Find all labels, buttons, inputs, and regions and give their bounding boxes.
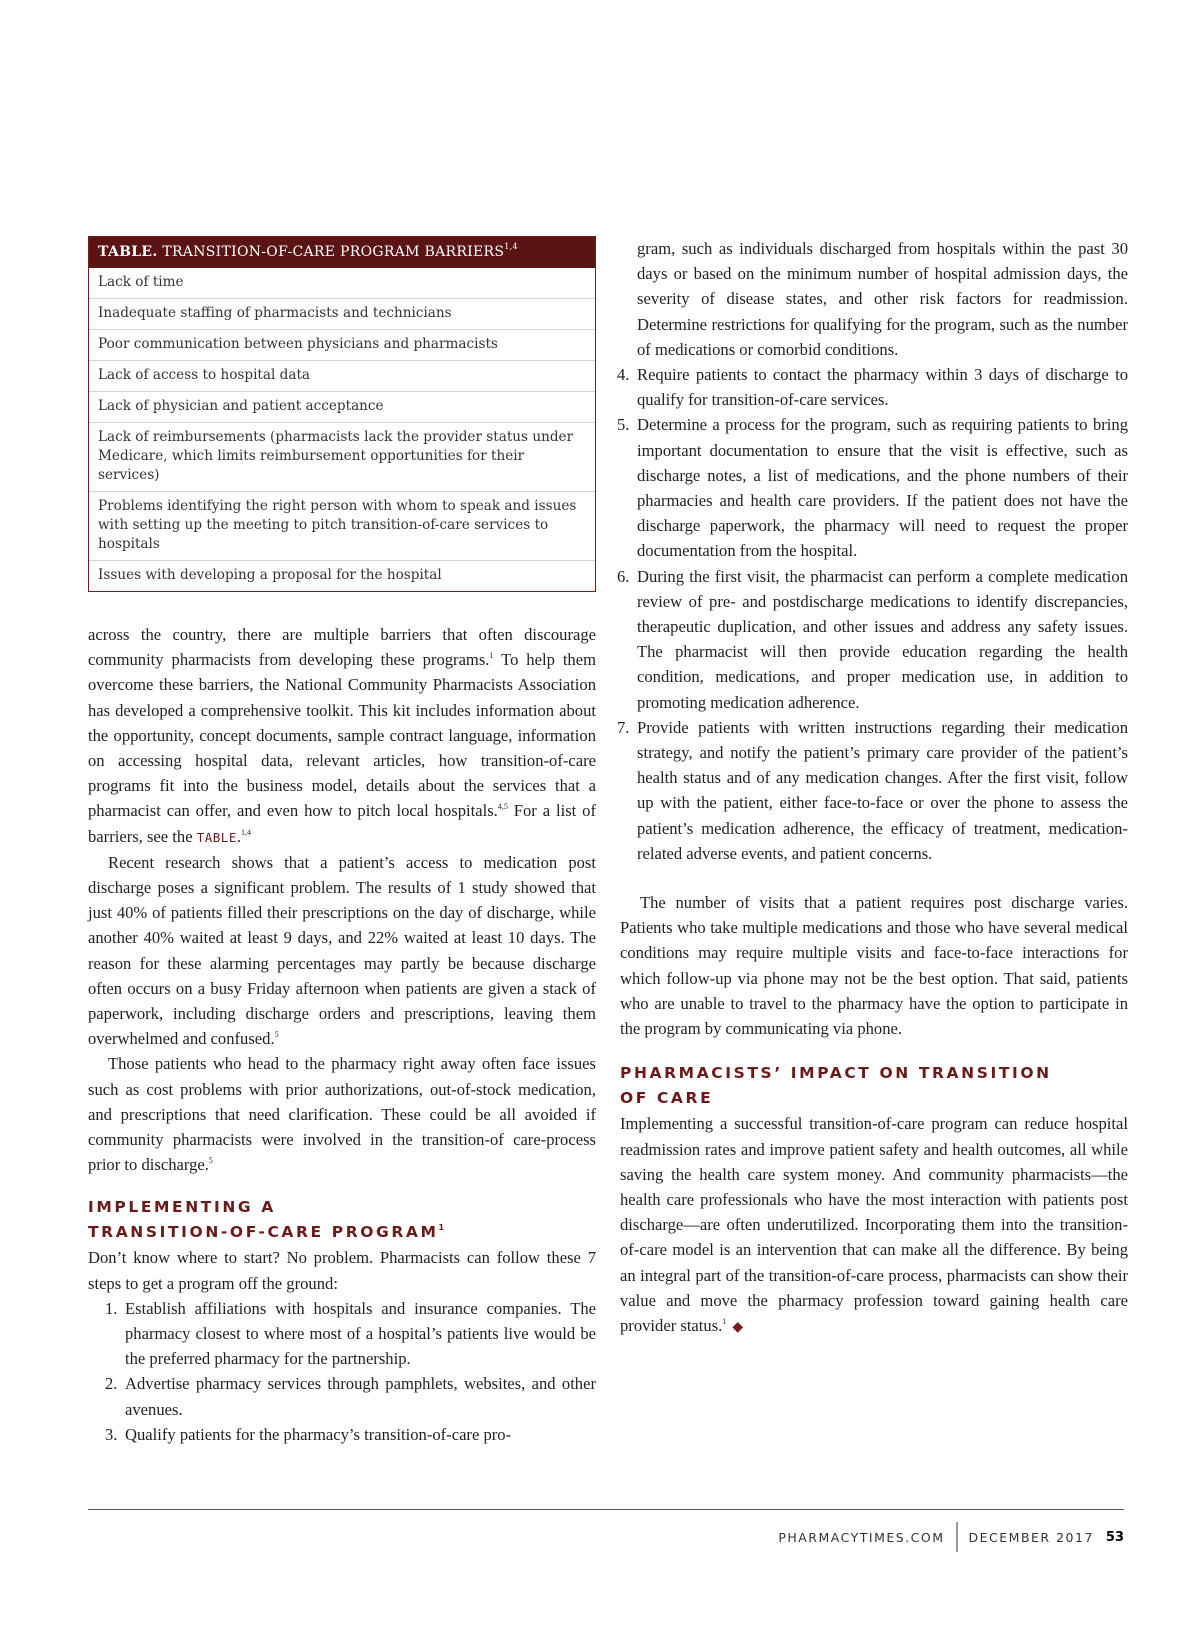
table-row: Issues with developing a proposal for the hospital — [89, 560, 595, 591]
text-span: To help them overcome these barriers, the National Community Pharmacists Association has developed a comprehensive toolkit. This kit includes information about the opportunity, concept documents, sample contract language, information on accessing hospital data, relevant articles, how transition-of-care programs fit into the business model, details about the services that a pharmacist can offer, and even how to pitch local hospitals. — [88, 650, 596, 821]
table-label: TABLE. — [98, 244, 158, 260]
text-span: For a list of barriers, see the — [88, 801, 596, 846]
list-item — [617, 715, 1128, 866]
list-number: 6. — [617, 566, 630, 586]
text-span: Those patients who head to the pharmacy right away often face issues such as cost problems with prior authorizations, out-of-stock medication, and prescriptions that need clarification. These could be all avoided if community pharmacists were involved in the transition-of care-process prior to discharge. — [88, 1054, 596, 1175]
list-item — [617, 362, 1128, 412]
citation: 1 — [722, 1316, 727, 1326]
list-item — [88, 1371, 596, 1421]
list-item — [88, 1422, 596, 1447]
step-3-continued: gram, such as individuals discharged from hospitals within the past 30 days or based on the minimum number of hospital admission days, the severity of disease states, and other risk factors for readmission. Determine restrictions for qualifying for the program, such as the number of medications or comorbid conditions. — [637, 239, 1128, 359]
footer-rule — [88, 1509, 1124, 1510]
table-row: Lack of access to hospital data — [89, 360, 595, 391]
steps-list — [88, 1296, 596, 1447]
heading-line: TRANSITION-OF-CARE PROGRAM — [88, 1223, 439, 1242]
table-header — [89, 237, 595, 268]
list-number: 1. — [105, 1298, 118, 1318]
list-number: 7. — [617, 717, 630, 737]
list-text: During the first visit, the pharmacist can perform a complete medication review of pre- and postdischarge medications to identify discrepancies, therapeutic duplication, and other issues and address any safety issues. The pharmacist will then provide education regarding the health condition, medications, and proper medication use, in addition to promoting medication adherence. — [637, 566, 1128, 712]
footer-site: PHARMACYTIMES.COM — [778, 1529, 945, 1545]
table-row: Problems identifying the right person with whom to speak and issues with setting up the meeting to pitch transition-of-care services to hospitals — [89, 491, 595, 560]
right-column — [617, 236, 1128, 1340]
list-number: 2. — [105, 1374, 118, 1394]
section-heading-impact — [620, 1061, 1128, 1111]
text-span: across the country, there are multiple barriers that often discourage community pharmacists from developing these programs. — [88, 625, 596, 670]
citation: 5 — [274, 1030, 279, 1040]
citation: 1 — [489, 651, 494, 661]
text-span: Recent research shows that a patient’s access to medication post discharge poses a significant problem. The results of 1 study showed that just 40% of patients filled their prescriptions on the day of discharge, while another 40% waited at least 9 days, and 22% waited at least 10 days. The reason for these alarming percentages may partly be because discharge often occurs on a busy Friday afternoon when patients are given a stack of paperwork, including discharge orders and prescriptions, leaving them overwhelmed and confused. — [88, 852, 596, 1049]
barriers-table — [88, 236, 596, 592]
table-row: Poor communication between physicians and pharmacists — [89, 329, 595, 360]
list-text: Advertise pharmacy services through pamphlets, websites, and other avenues. — [125, 1374, 596, 1419]
table-title-refs: 1,4 — [504, 242, 518, 251]
page-number: 53 — [1105, 1529, 1124, 1545]
list-item — [88, 1296, 596, 1372]
paragraph-pharmacy-issues — [88, 1051, 596, 1177]
steps-list — [617, 362, 1128, 866]
text-span: Implementing a successful transition-of-care program can reduce hospital readmission rates and improve patient safety and health outcomes, all while saving the health care system money. And community pharmacists—the health care professionals who have the most interaction with patients post discharge—are often underutilized. Incorporating them into the transition-of-care model is an intervention that can make all the difference. By being an integral part of the transition-of-care process, pharmacists can show their value and move the pharmacy profession toward gaining health care provider status. — [620, 1114, 1128, 1335]
table-row: Lack of physician and patient acceptance — [89, 391, 595, 422]
table-row: Lack of reimbursements (pharmacists lack the provider status under Medicare, which limits reimbursement opportunities for their services) — [89, 422, 595, 491]
paragraph-research — [88, 850, 596, 1052]
citation: 4,5 — [497, 802, 508, 812]
heading-line: PHARMACISTS’ IMPACT ON TRANSITION — [620, 1064, 1052, 1083]
paragraph-visits: The number of visits that a patient requires post discharge varies. Patients who take multiple medications and those who have several medical conditions may require multiple visits and face-to-face interactions for which follow-up via phone may not be the best option. That said, patients who are unable to travel to the pharmacy have the option to participate in the program by communicating via phone. — [620, 893, 1128, 1039]
list-text: Require patients to contact the pharmacy within 3 days of discharge to qualify for transition-of-care services. — [637, 365, 1128, 410]
paragraph-steps-intro: Don’t know where to start? No problem. Pharmacists can follow these 7 steps to get a program off the ground: — [88, 1248, 596, 1293]
table-title: TRANSITION-OF-CARE PROGRAM BARRIERS — [162, 244, 505, 260]
footer-date: DECEMBER 2017 — [968, 1529, 1094, 1545]
list-item — [617, 412, 1128, 563]
end-mark-icon: ◆ — [732, 1319, 744, 1335]
footer-separator — [956, 1522, 958, 1552]
list-number: 5. — [617, 415, 630, 435]
list-text: Determine a process for the program, such as requiring patients to bring important documentation to ensure that the visit is effective, such as discharge notes, a list of medications, and the phone numbers of their pharmacies and health care providers. If the patient does not have the discharge paperwork, the pharmacy will need to request the proper documentation from the hospital. — [637, 415, 1128, 561]
list-number: 4. — [617, 365, 630, 385]
citation: 1,4 — [241, 827, 252, 837]
left-column — [88, 236, 596, 1447]
citation: 1 — [438, 1223, 445, 1233]
list-item — [617, 564, 1128, 715]
citation: 5 — [208, 1156, 213, 1166]
table-body — [89, 268, 595, 591]
heading-line: IMPLEMENTING A — [88, 1198, 276, 1217]
table-row: Inadequate staffing of pharmacists and technicians — [89, 298, 595, 329]
list-text: Provide patients with written instructions regarding their medication strategy, and notify the patient’s primary care provider of the patient’s health status and of any medication changes. After the first visit, follow up with the patient, either face-to-face or over the phone to assess the patient’s medication adherence, the efficacy of treatment, medication-related adverse events, and patient concerns. — [637, 717, 1128, 863]
page-footer — [778, 1526, 1124, 1548]
text-span: . — [236, 826, 242, 846]
list-number: 3. — [105, 1424, 118, 1444]
section-heading-implementing — [88, 1195, 596, 1245]
table-reference: TABLE — [196, 829, 237, 845]
table-row: Lack of time — [98, 274, 184, 290]
heading-line: OF CARE — [620, 1089, 714, 1108]
paragraph-impact — [620, 1111, 1128, 1340]
list-text: Establish affiliations with hospitals and insurance companies. The pharmacy closest to where most of a hospital’s patients live would be the preferred pharmacy for the partnership. — [125, 1298, 596, 1369]
list-text: Qualify patients for the pharmacy’s transition-of-care pro- — [125, 1424, 512, 1444]
paragraph-barriers — [88, 622, 596, 850]
